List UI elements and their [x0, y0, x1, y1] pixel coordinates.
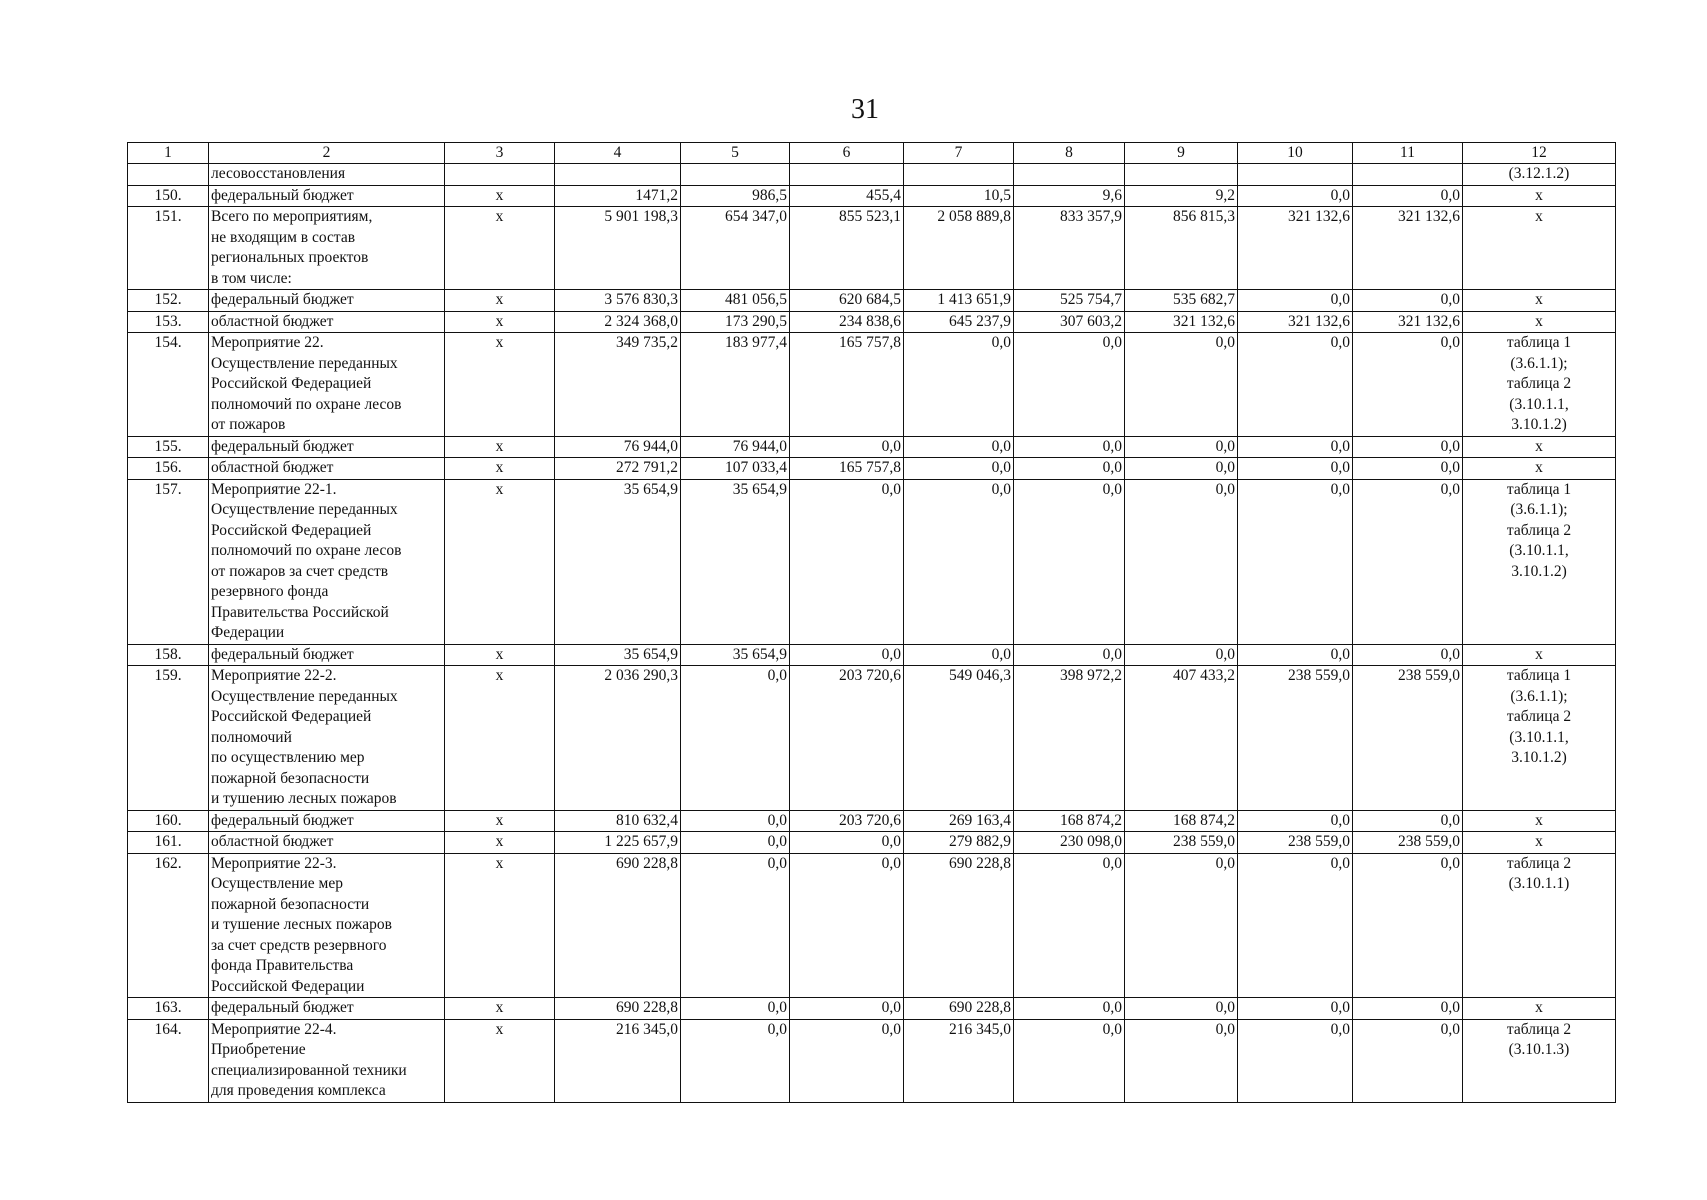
value-cell-col-5: 0,0 — [681, 666, 790, 811]
row-name-line: резервного фонда — [211, 583, 329, 600]
value-cell-col-10: 0,0 — [1238, 436, 1353, 458]
reference-line: x — [1535, 437, 1543, 455]
reference-line: 3.10.1.2) — [1511, 749, 1567, 766]
row-name-line: областной бюджет — [211, 833, 334, 850]
row-number: 153. — [128, 311, 209, 333]
value-cell-col-11: 0,0 — [1353, 810, 1463, 832]
reference-line: таблица 2 — [1506, 521, 1572, 539]
value-cell-col-9 — [1125, 164, 1238, 186]
row-name-line: Российской Федерацией — [211, 521, 372, 539]
row-name-line: федеральный бюджет — [211, 186, 354, 204]
column-3-cell: x — [445, 207, 555, 290]
value-cell-col-8: 307 603,2 — [1014, 311, 1125, 333]
row-name — [209, 207, 445, 290]
reference-line: таблица 2 — [1506, 375, 1572, 392]
table-row — [128, 333, 1616, 437]
value-cell-col-7: 0,0 — [904, 458, 1014, 480]
row-number: 151. — [128, 207, 209, 290]
value-cell-col-9: 407 433,2 — [1125, 666, 1238, 811]
value-cell-col-11: 0,0 — [1353, 185, 1463, 207]
value-cell-col-5: 481 056,5 — [681, 290, 790, 312]
value-cell-col-4: 690 228,8 — [555, 853, 681, 998]
row-number: 163. — [128, 998, 209, 1020]
value-cell-col-5: 0,0 — [681, 1019, 790, 1102]
reference-cell — [1463, 290, 1616, 312]
value-cell-col-10: 0,0 — [1238, 1019, 1353, 1102]
column-header-2: 2 — [209, 143, 445, 164]
row-name-line: Осуществление переданных — [211, 501, 398, 518]
row-number — [128, 164, 209, 186]
column-header-4: 4 — [555, 143, 681, 164]
row-name — [209, 290, 445, 312]
row-name-line: Осуществление мер — [211, 875, 343, 892]
row-name-line: полномочий — [211, 728, 292, 746]
value-cell-col-11: 0,0 — [1353, 479, 1463, 644]
table-row — [128, 832, 1616, 854]
column-3-cell: x — [445, 479, 555, 644]
value-cell-col-4: 5 901 198,3 — [555, 207, 681, 290]
row-name — [209, 853, 445, 998]
reference-cell — [1463, 832, 1616, 854]
value-cell-col-9: 0,0 — [1125, 998, 1238, 1020]
value-cell-col-6: 165 757,8 — [790, 333, 904, 437]
reference-line: x — [1535, 459, 1543, 476]
column-header-11: 11 — [1353, 143, 1463, 164]
column-3-cell: x — [445, 458, 555, 480]
value-cell-col-8: 0,0 — [1014, 458, 1125, 480]
value-cell-col-6: 203 720,6 — [790, 666, 904, 811]
value-cell-col-8: 9,6 — [1014, 185, 1125, 207]
row-name-line: полномочий по охране лесов — [211, 395, 402, 413]
reference-line: x — [1535, 645, 1543, 663]
value-cell-col-11: 0,0 — [1353, 1019, 1463, 1102]
value-cell-col-4: 2 324 368,0 — [555, 311, 681, 333]
table-row — [128, 853, 1616, 998]
value-cell-col-8: 0,0 — [1014, 333, 1125, 437]
value-cell-col-11: 0,0 — [1353, 644, 1463, 666]
reference-line: (3.10.1.1, — [1509, 728, 1569, 746]
row-name — [209, 810, 445, 832]
value-cell-col-8: 398 972,2 — [1014, 666, 1125, 811]
reference-cell — [1463, 644, 1616, 666]
value-cell-col-7: 2 058 889,8 — [904, 207, 1014, 290]
value-cell-col-10: 0,0 — [1238, 644, 1353, 666]
column-header-1: 1 — [128, 143, 209, 164]
reference-line: (3.10.1.1) — [1508, 875, 1570, 892]
reference-line: (3.10.1.1, — [1509, 542, 1569, 559]
value-cell-col-7: 279 882,9 — [904, 832, 1014, 854]
row-name-line: Правительства Российской — [211, 603, 389, 621]
row-name-line: Мероприятие 22-2. — [211, 667, 337, 684]
value-cell-col-6: 0,0 — [790, 644, 904, 666]
table-row — [128, 207, 1616, 290]
reference-line: x — [1535, 291, 1543, 308]
row-name-line: Российской Федерации — [211, 977, 365, 995]
row-name-line: пожарной безопасности — [211, 769, 370, 787]
row-number: 152. — [128, 290, 209, 312]
value-cell-col-8: 230 098,0 — [1014, 832, 1125, 854]
value-cell-col-6: 0,0 — [790, 436, 904, 458]
value-cell-col-8: 0,0 — [1014, 1019, 1125, 1102]
value-cell-col-7: 690 228,8 — [904, 853, 1014, 998]
row-name-line: федеральный бюджет — [211, 999, 354, 1016]
value-cell-col-6: 234 838,6 — [790, 311, 904, 333]
value-cell-col-11: 0,0 — [1353, 998, 1463, 1020]
value-cell-col-7: 549 046,3 — [904, 666, 1014, 811]
value-cell-col-9: 856 815,3 — [1125, 207, 1238, 290]
table-row — [128, 436, 1616, 458]
value-cell-col-7: 0,0 — [904, 333, 1014, 437]
value-cell-col-4: 76 944,0 — [555, 436, 681, 458]
reference-cell — [1463, 185, 1616, 207]
value-cell-col-4: 1 225 657,9 — [555, 832, 681, 854]
row-name — [209, 333, 445, 437]
row-name — [209, 666, 445, 811]
value-cell-col-7: 0,0 — [904, 644, 1014, 666]
row-name-line: Приобретение — [211, 1041, 306, 1058]
value-cell-col-6: 0,0 — [790, 998, 904, 1020]
value-cell-col-6: 0,0 — [790, 479, 904, 644]
reference-cell — [1463, 666, 1616, 811]
value-cell-col-5: 183 977,4 — [681, 333, 790, 437]
value-cell-col-4: 810 632,4 — [555, 810, 681, 832]
row-name-line: пожарной безопасности — [211, 895, 370, 913]
value-cell-col-10: 321 132,6 — [1238, 311, 1353, 333]
row-name — [209, 458, 445, 480]
row-name — [209, 644, 445, 666]
row-name-line: федеральный бюджет — [211, 811, 354, 829]
value-cell-col-9: 321 132,6 — [1125, 311, 1238, 333]
column-3-cell — [445, 164, 555, 186]
value-cell-col-10: 0,0 — [1238, 479, 1353, 644]
reference-cell — [1463, 479, 1616, 644]
value-cell-col-4 — [555, 164, 681, 186]
row-name-line: Всего по мероприятиям, — [211, 208, 373, 225]
column-3-cell: x — [445, 832, 555, 854]
row-name-line: полномочий по охране лесов — [211, 542, 402, 559]
reference-cell — [1463, 333, 1616, 437]
column-3-cell: x — [445, 311, 555, 333]
value-cell-col-10: 238 559,0 — [1238, 832, 1353, 854]
value-cell-col-5: 35 654,9 — [681, 644, 790, 666]
value-cell-col-5: 0,0 — [681, 810, 790, 832]
value-cell-col-4: 35 654,9 — [555, 644, 681, 666]
table-row — [128, 290, 1616, 312]
reference-line: 3.10.1.2) — [1511, 562, 1567, 580]
reference-line: x — [1535, 208, 1543, 225]
value-cell-col-6: 0,0 — [790, 832, 904, 854]
table-row — [128, 644, 1616, 666]
header-row — [128, 143, 1616, 164]
row-name — [209, 998, 445, 1020]
page-number: 31 — [851, 94, 879, 125]
value-cell-col-6: 455,4 — [790, 185, 904, 207]
value-cell-col-11: 0,0 — [1353, 333, 1463, 437]
value-cell-col-11: 0,0 — [1353, 436, 1463, 458]
row-name-line: для проведения комплекса — [211, 1082, 386, 1099]
row-name-line: не входящим в состав — [211, 228, 356, 246]
reference-line: таблица 1 — [1506, 667, 1572, 684]
value-cell-col-9: 9,2 — [1125, 185, 1238, 207]
value-cell-col-8: 0,0 — [1014, 998, 1125, 1020]
value-cell-col-8: 0,0 — [1014, 436, 1125, 458]
row-name-line: Мероприятие 22-3. — [211, 854, 337, 872]
value-cell-col-8: 525 754,7 — [1014, 290, 1125, 312]
value-cell-col-7 — [904, 164, 1014, 186]
value-cell-col-11: 0,0 — [1353, 290, 1463, 312]
value-cell-col-11: 238 559,0 — [1353, 666, 1463, 811]
value-cell-col-11 — [1353, 164, 1463, 186]
value-cell-col-6: 165 757,8 — [790, 458, 904, 480]
row-name — [209, 1019, 445, 1102]
row-name-line: фонда Правительства — [211, 957, 354, 974]
reference-line: таблица 2 — [1506, 708, 1572, 725]
value-cell-col-7: 269 163,4 — [904, 810, 1014, 832]
value-cell-col-10: 0,0 — [1238, 290, 1353, 312]
reference-cell — [1463, 458, 1616, 480]
row-name-line: региональных проектов — [211, 249, 369, 266]
value-cell-col-11: 0,0 — [1353, 853, 1463, 998]
value-cell-col-10: 0,0 — [1238, 458, 1353, 480]
reference-cell — [1463, 810, 1616, 832]
value-cell-col-10: 0,0 — [1238, 333, 1353, 437]
value-cell-col-9: 168 874,2 — [1125, 810, 1238, 832]
budget-table — [127, 142, 1616, 1103]
value-cell-col-11: 321 132,6 — [1353, 311, 1463, 333]
row-number: 155. — [128, 436, 209, 458]
reference-line: таблица 2 — [1506, 854, 1572, 872]
value-cell-col-11: 0,0 — [1353, 458, 1463, 480]
reference-cell — [1463, 436, 1616, 458]
row-name-line: Мероприятие 22-4. — [211, 1020, 337, 1038]
value-cell-col-7: 0,0 — [904, 479, 1014, 644]
value-cell-col-6: 203 720,6 — [790, 810, 904, 832]
value-cell-col-4: 216 345,0 — [555, 1019, 681, 1102]
row-name-line: федеральный бюджет — [211, 645, 354, 663]
reference-line: таблица 1 — [1506, 334, 1572, 351]
row-number: 159. — [128, 666, 209, 811]
row-name-line: Федерации — [211, 624, 285, 641]
reference-cell — [1463, 311, 1616, 333]
value-cell-col-11: 238 559,0 — [1353, 832, 1463, 854]
row-number: 160. — [128, 810, 209, 832]
reference-line: (3.6.1.1); — [1510, 501, 1568, 518]
table-row — [128, 311, 1616, 333]
table-row — [128, 810, 1616, 832]
reference-cell — [1463, 998, 1616, 1020]
row-name-line: и тушение лесных пожаров — [211, 916, 392, 933]
column-header-6: 6 — [790, 143, 904, 164]
column-header-10: 10 — [1238, 143, 1353, 164]
value-cell-col-11: 321 132,6 — [1353, 207, 1463, 290]
value-cell-col-8: 168 874,2 — [1014, 810, 1125, 832]
value-cell-col-5: 76 944,0 — [681, 436, 790, 458]
value-cell-col-4: 690 228,8 — [555, 998, 681, 1020]
value-cell-col-9: 0,0 — [1125, 479, 1238, 644]
column-header-9: 9 — [1125, 143, 1238, 164]
column-3-cell: x — [445, 853, 555, 998]
value-cell-col-10: 0,0 — [1238, 185, 1353, 207]
value-cell-col-4: 1471,2 — [555, 185, 681, 207]
row-name — [209, 436, 445, 458]
value-cell-col-5: 654 347,0 — [681, 207, 790, 290]
row-name — [209, 832, 445, 854]
reference-line: x — [1535, 833, 1543, 850]
row-name-line: от пожаров — [211, 416, 286, 433]
value-cell-col-9: 0,0 — [1125, 333, 1238, 437]
reference-line: x — [1535, 186, 1543, 204]
reference-line: x — [1535, 999, 1543, 1016]
row-name-line: Мероприятие 22. — [211, 334, 324, 351]
value-cell-col-9: 0,0 — [1125, 1019, 1238, 1102]
row-name-line: Осуществление переданных — [211, 687, 398, 705]
value-cell-col-6: 620 684,5 — [790, 290, 904, 312]
value-cell-col-7: 216 345,0 — [904, 1019, 1014, 1102]
reference-line: (3.10.1.1, — [1509, 395, 1569, 413]
value-cell-col-8 — [1014, 164, 1125, 186]
table-row — [128, 185, 1616, 207]
table-row — [128, 458, 1616, 480]
row-name-line: от пожаров за счет средств — [211, 562, 389, 580]
row-number: 161. — [128, 832, 209, 854]
row-name-line: федеральный бюджет — [211, 291, 354, 308]
row-name-line: федеральный бюджет — [211, 437, 354, 455]
row-name-line: за счет средств резервного — [211, 936, 387, 954]
row-name — [209, 164, 445, 186]
row-name-line: Осуществление переданных — [211, 354, 398, 372]
row-number: 154. — [128, 333, 209, 437]
value-cell-col-5: 0,0 — [681, 832, 790, 854]
value-cell-col-9: 0,0 — [1125, 853, 1238, 998]
column-header-12: 12 — [1463, 143, 1616, 164]
value-cell-col-6: 855 523,1 — [790, 207, 904, 290]
table-row — [128, 998, 1616, 1020]
value-cell-col-9: 238 559,0 — [1125, 832, 1238, 854]
table-row — [128, 164, 1616, 186]
table-row — [128, 479, 1616, 644]
row-name — [209, 185, 445, 207]
row-name-line: специализированной техники — [211, 1061, 407, 1079]
value-cell-col-7: 0,0 — [904, 436, 1014, 458]
reference-line: (3.10.1.3) — [1508, 1041, 1570, 1058]
row-name-line: Мероприятие 22-1. — [211, 480, 337, 498]
row-name-line: областной бюджет — [211, 312, 334, 330]
column-header-8: 8 — [1014, 143, 1125, 164]
reference-line: x — [1535, 312, 1543, 330]
row-name — [209, 479, 445, 644]
value-cell-col-5: 35 654,9 — [681, 479, 790, 644]
value-cell-col-5: 0,0 — [681, 853, 790, 998]
reference-line: (3.12.1.2) — [1508, 165, 1570, 182]
row-name-line: и тушению лесных пожаров — [211, 790, 397, 807]
row-number: 158. — [128, 644, 209, 666]
column-3-cell: x — [445, 333, 555, 437]
reference-cell — [1463, 1019, 1616, 1102]
value-cell-col-9: 0,0 — [1125, 458, 1238, 480]
reference-line: x — [1535, 811, 1543, 829]
row-number: 162. — [128, 853, 209, 998]
row-name-line: в том числе: — [211, 269, 292, 287]
value-cell-col-7: 690 228,8 — [904, 998, 1014, 1020]
value-cell-col-5: 173 290,5 — [681, 311, 790, 333]
column-3-cell: x — [445, 810, 555, 832]
value-cell-col-5: 0,0 — [681, 998, 790, 1020]
value-cell-col-4: 2 036 290,3 — [555, 666, 681, 811]
table-row — [128, 1019, 1616, 1102]
row-number: 164. — [128, 1019, 209, 1102]
row-name-line: областной бюджет — [211, 459, 334, 476]
row-number: 150. — [128, 185, 209, 207]
row-name-line: по осуществлению мер — [211, 749, 365, 766]
value-cell-col-5: 986,5 — [681, 185, 790, 207]
reference-cell — [1463, 853, 1616, 998]
value-cell-col-9: 0,0 — [1125, 436, 1238, 458]
value-cell-col-5 — [681, 164, 790, 186]
value-cell-col-6: 0,0 — [790, 853, 904, 998]
reference-cell — [1463, 164, 1616, 186]
column-3-cell: x — [445, 290, 555, 312]
value-cell-col-8: 833 357,9 — [1014, 207, 1125, 290]
value-cell-col-4: 3 576 830,3 — [555, 290, 681, 312]
reference-line: таблица 1 — [1506, 480, 1572, 498]
column-3-cell: x — [445, 666, 555, 811]
column-3-cell: x — [445, 998, 555, 1020]
value-cell-col-5: 107 033,4 — [681, 458, 790, 480]
column-header-3: 3 — [445, 143, 555, 164]
value-cell-col-9: 0,0 — [1125, 644, 1238, 666]
column-3-cell: x — [445, 644, 555, 666]
value-cell-col-7: 10,5 — [904, 185, 1014, 207]
reference-line: (3.6.1.1); — [1510, 687, 1568, 705]
row-name-line: лесовосстановления — [211, 165, 346, 182]
value-cell-col-9: 535 682,7 — [1125, 290, 1238, 312]
value-cell-col-10: 0,0 — [1238, 853, 1353, 998]
value-cell-col-7: 645 237,9 — [904, 311, 1014, 333]
reference-line: таблица 2 — [1506, 1020, 1572, 1038]
value-cell-col-4: 349 735,2 — [555, 333, 681, 437]
reference-line: 3.10.1.2) — [1511, 416, 1567, 433]
value-cell-col-7: 1 413 651,9 — [904, 290, 1014, 312]
column-3-cell: x — [445, 436, 555, 458]
value-cell-col-4: 35 654,9 — [555, 479, 681, 644]
reference-cell — [1463, 207, 1616, 290]
value-cell-col-10: 321 132,6 — [1238, 207, 1353, 290]
value-cell-col-10: 238 559,0 — [1238, 666, 1353, 811]
reference-line: (3.6.1.1); — [1510, 354, 1568, 372]
row-name-line: Российской Федерацией — [211, 708, 372, 725]
value-cell-col-8: 0,0 — [1014, 644, 1125, 666]
column-3-cell: x — [445, 185, 555, 207]
value-cell-col-10: 0,0 — [1238, 998, 1353, 1020]
row-number: 156. — [128, 458, 209, 480]
value-cell-col-10 — [1238, 164, 1353, 186]
value-cell-col-6 — [790, 164, 904, 186]
value-cell-col-8: 0,0 — [1014, 479, 1125, 644]
table-body — [128, 164, 1616, 1103]
row-name — [209, 311, 445, 333]
row-number: 157. — [128, 479, 209, 644]
column-header-7: 7 — [904, 143, 1014, 164]
row-name-line: Российской Федерацией — [211, 375, 372, 392]
value-cell-col-6: 0,0 — [790, 1019, 904, 1102]
value-cell-col-4: 272 791,2 — [555, 458, 681, 480]
value-cell-col-10: 0,0 — [1238, 810, 1353, 832]
column-header-5: 5 — [681, 143, 790, 164]
table-row — [128, 666, 1616, 811]
column-3-cell: x — [445, 1019, 555, 1102]
value-cell-col-8: 0,0 — [1014, 853, 1125, 998]
